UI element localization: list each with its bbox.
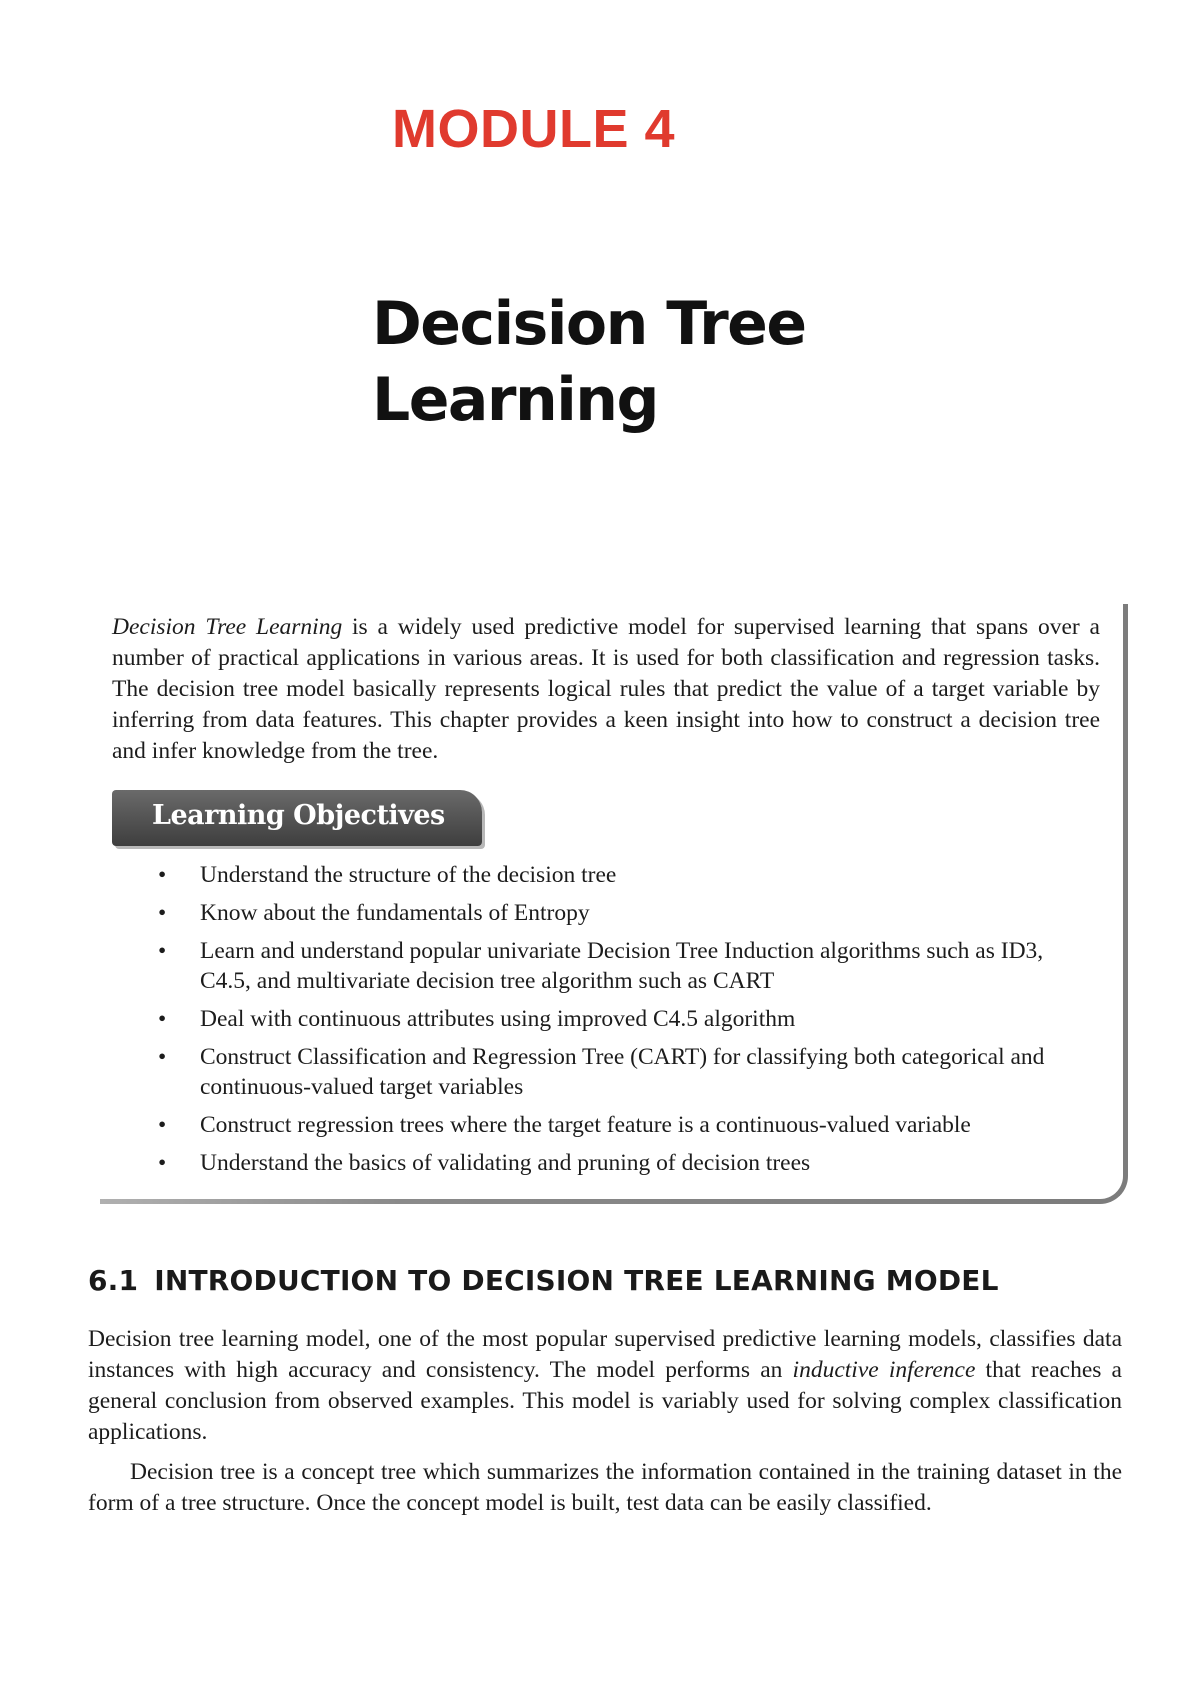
objective-text: Construct regression trees where the target feature is a continuous-valued variable: [200, 1112, 971, 1138]
bullet-icon: •: [158, 862, 167, 888]
module-label: MODULE 4: [392, 99, 676, 159]
chapter-title-line-1: Decision Tree: [372, 289, 806, 359]
bullet-icon: •: [158, 1044, 167, 1070]
objective-item: [158, 860, 1098, 890]
objective-item: [158, 898, 1098, 928]
box-border-right: [1123, 604, 1128, 1178]
section-number: 6.1: [88, 1264, 139, 1297]
objective-item: [158, 1004, 1098, 1034]
para1-emphasis: inductive inference: [792, 1357, 976, 1383]
section-heading: [88, 1264, 999, 1297]
learning-objectives-banner: [112, 790, 482, 846]
objective-item: [158, 1110, 1098, 1140]
bullet-icon: •: [158, 1150, 167, 1176]
body-paragraph-1: [88, 1324, 1122, 1448]
chapter-intro-box: [100, 604, 1128, 1204]
objective-text: Know about the fundamentals of Entropy: [200, 900, 590, 926]
intro-term: Decision Tree Learning: [112, 614, 343, 640]
intro-text: is a widely used predictive model for supervised learning that spans over a number of practical applications in various areas. It is used for both classification and regression tasks. The decision tree model basically represents logical rules that predict the value of a target variable by inferring from data features. This chapter provides a keen insight into how to construct a decision tree and infer knowledge from the tree.: [112, 614, 1100, 764]
body-paragraph-2: Decision tree is a concept tree which summarizes the information contained in the training dataset in the form of a tree structure. Once the concept model is built, test data can be easily classified.: [88, 1459, 1122, 1516]
objective-item: [158, 1148, 1098, 1178]
bullet-icon: •: [158, 1006, 167, 1032]
objective-text: Deal with continuous attributes using improved C4.5 algorithm: [200, 1006, 796, 1032]
bullet-icon: •: [158, 900, 167, 926]
section-title: INTRODUCTION TO DECISION TREE LEARNING MODEL: [154, 1264, 999, 1297]
objectives-list: [158, 860, 1098, 1186]
objective-text: Understand the basics of validating and pruning of decision trees: [200, 1150, 811, 1176]
para1-text-b: that reaches a general conclusion from observed examples. This model is variably used for solving complex classification applications.: [88, 1357, 1122, 1445]
objective-text: Understand the structure of the decision tree: [200, 862, 617, 888]
objective-item: [158, 1042, 1098, 1102]
bullet-icon: •: [158, 1112, 167, 1138]
para1-text-a: Decision tree learning model, one of the most popular supervised predictive learning models, classifies data instances with high accuracy and consistency. The model performs an: [88, 1326, 1122, 1383]
objective-item: [158, 936, 1098, 996]
objective-text: Construct Classification and Regression Tree (CART) for classifying both categorical and continuous-valued target variables: [200, 1044, 1045, 1100]
box-border-bottom: [100, 1199, 1100, 1204]
chapter-title: [372, 286, 806, 438]
bullet-icon: •: [158, 938, 167, 964]
intro-paragraph: [112, 612, 1100, 767]
learning-objectives-heading: Learning Objectives: [152, 800, 445, 831]
objective-text: Learn and understand popular univariate Decision Tree Induction algorithms such as ID3, C4.5, and multivariate decision tree algorithm such as CART: [200, 938, 1044, 994]
chapter-title-line-2: Learning: [372, 365, 658, 435]
